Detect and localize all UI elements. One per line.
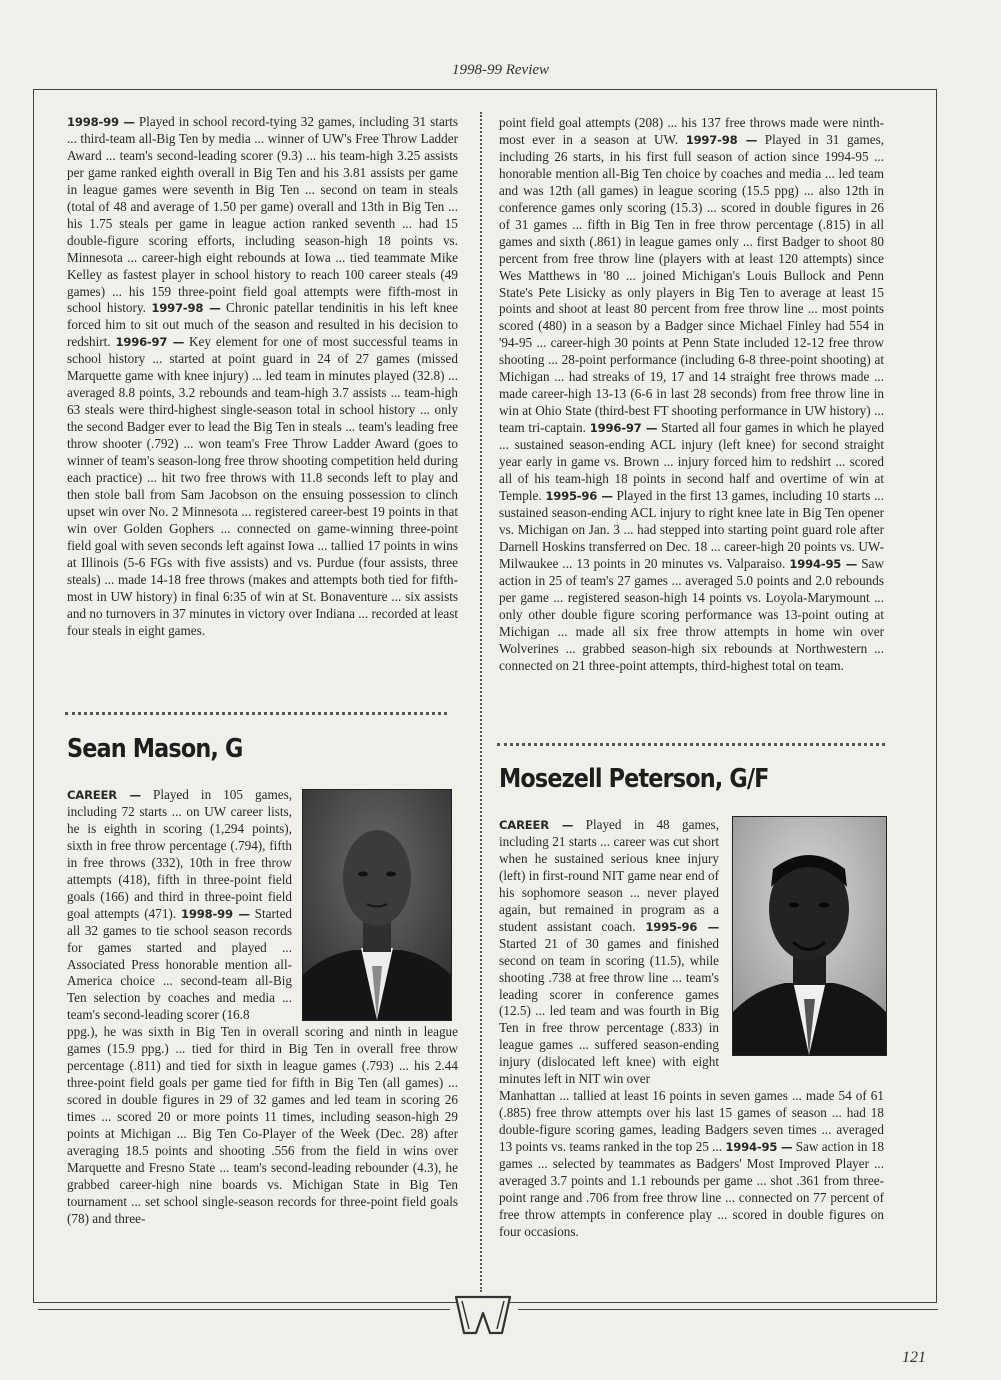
season-label: CAREER — (67, 788, 141, 802)
season-label: 1998-99 — (67, 115, 135, 129)
season-label: 1997-98 — (151, 301, 221, 316)
player-name-mosezell-peterson: Mosezell Peterson, G/F (499, 764, 769, 794)
season-text: Played in 48 games, including 21 starts ... career was cut short when he sustained serious knee injury (left) in first-round NIT game near end of his sophomore season ... never played again, but remained in program as a student assistant coach. (499, 817, 719, 934)
season-label: 1998-99 — (181, 906, 250, 921)
season-label: 1994-95 — (789, 556, 858, 571)
paragraph (499, 115, 884, 674)
season-text: Chronic patellar tendinitis in his left knee forced him to sit out much of the season and resulted in his decision to redshirt. (67, 300, 458, 350)
season-label: 1997-98 — (685, 132, 758, 147)
sean-mason-bio (67, 787, 458, 1228)
wisconsin-motion-w-logo (452, 1289, 514, 1339)
season-text: Played in the first 13 games, including 10 starts ... sustained season-ending ACL injury to right knee late in Big Ten opener vs. Michigan on Jan. 3 ... had stepped into starting point guard role after Darnell Hoskins transferred on Dec. 18 ... career-high 20 points vs. UW-Milwaukee ... 13 points in 20 minutes vs. Valparaiso. (499, 487, 884, 571)
season-label: 1994-95 — (725, 1140, 793, 1155)
player-name-sean-mason: Sean Mason, G (67, 734, 243, 764)
column-divider (480, 112, 482, 1292)
season-text: Started all four games in which he played ... sustained season-ending ACL injury (left knee) for second straight year early in game vs. Brown ... injury forced him to redshirt ... scored all of his team-high 18 points in second half and overtime of win at Temple. (499, 420, 885, 503)
season-text: Played in 31 games, including 26 starts, in his first full season of action since 1994-95 ... honorable mention all-Big Ten choice by coaches and media ... led team and was 12th (all games) in league scoring (15.5 ppg) ... also 12th in conference games only scoring (15.3) ... scored in double figures in 26 of 31 games ... fifth in Big Ten in free throw percentage (.815) in all games and sixth (.861) in league games only ... first Badger to shoot 80 percent from free throw line (players with at least 120 attempts) since Wes Matthews in '80 ... joined Michigan's Louis Bullock and Penn State's Pete Lisicky as only players in Big Ten to average at least 15 points and shoot at least 80 percent from free throw line ... most points scored (480) in a season by a Badger since Michael Finley had 554 in '94-95 ... career-high 30 points at Penn State included 12-12 free throw shooting ... 28-point performance (including 6-8 three-point shooting) at Michigan ... had streaks of 19, 17 and 14 straight free throws made ... made career-high 13-13 (6-6 in last 28 seconds) from free throw line in win at Ohio State (third-best FT shooting performance in UW history) ... team tri-captain. (499, 131, 885, 436)
season-text: Key element for one of most successful teams in school history ... started at point guard in 24 of 27 games (missed Marquette game with knee injury) ... led team in minutes played (32.8) ... averaged 8.8 points, 3.2 rebounds and team-high 3.7 assists ... team-high 63 steals were third-highest single-season total in school history ... only the second Badger ever to lead the Big Ten in steals ... team's leading free throw shooter (.792) ... won team's Free Throw Ladder Award (goes to winner of team's season-long free throw shooting competition held during each practice) ... hit two free throws with 11.8 seconds left to play and then stole ball from Sam Jacobson on the ensuing possession to clinch upset win over No. 2 Minnesota ... registered career-best 19 points in that win over Golden Gophers ... connected on game-winning three-point field goal with seven seconds left against Iowa ... tallied 17 points in wins at Illinois (5-6 FGs with five assists) and vs. Purdue (four assists, three steals) ... made 14-18 free throws (makes and attempts both tied for fifth-most in UW history) in final 6:35 of win at St. Bonaventure ... six assists and no turnovers in 37 minutes in victory over Indiana ... recorded at least four steals in eight games. (67, 334, 458, 638)
right-column-intro (499, 115, 884, 674)
season-text: point field goal attempts (208) ... his 137 free throws made were ninth-most ever in a season at UW. (499, 115, 884, 147)
paragraph: ppg.), he was sixth in Big Ten in overall scoring and ninth in league games (15.9 ppg.) ... tied for third in Big Ten in overall free throw percentage (.811) and tied for sixth in league games (.793) ... his 2.44 three-point field goals per game tied for fifth in Big Ten (all games) ... scored in double figures in 29 of 32 games and led team in scoring 26 times ... scored 20 or more points 11 times, including season-high 29 points at Michigan ... Big Ten Co-Player of the Week (Dec. 28) after averaging 18.5 points and shooting .556 from the field in wins over Marquette and Fresno State ... team's second-leading rebounder (4.3), he grabbed career-high nine boards vs. Michigan State in Big Ten tournament ... set school single-season records for three-point field goals (78) and three- (67, 1024, 458, 1226)
section-separator (65, 712, 447, 715)
season-text: Played in 105 games, including 72 starts ... on UW career lists, he is eighth in scoring (1,294 points), sixth in free throw percentage (.794), fifth in free throws (332), 10th in free throw attempts (418), fifth in three-point field goals (166) and third in three-point field goal attempts (471). (67, 787, 292, 921)
paragraph (499, 1088, 884, 1241)
season-label: 1995-96 — (545, 488, 613, 503)
season-text: Started all 32 games to tie school season records for games started and played ... Associated Press honorable mention all-America choice ... second-team all-Big Ten selection by coaches and media ... team's second-leading scorer (16.8 (67, 905, 293, 1023)
season-text: Started 21 of 30 games and finished second on team in scoring (11.5), while shooting .738 at free throw line ... team's leading scorer in conference games (12.5) ... led team and was fourth in Big Ten in free throw percentage (.833) in league games ... suffered season-ending injury (dislocated left knee) with eight minutes left in NIT win over (499, 935, 719, 1087)
running-title: 1998-99 Review (451, 62, 550, 78)
footer-rule (38, 1309, 450, 1310)
paragraph (67, 787, 292, 1024)
season-label: CAREER — (499, 818, 574, 832)
season-label: 1996-97 — (115, 335, 185, 350)
page-number: 121 (902, 1349, 926, 1366)
season-text: Manhattan ... tallied at least 16 points in seven games ... made 54 of 61 (.885) free throw attempts over his last 15 games of season ... had 18 double-figure scoring games, leading Badgers seven times ... averaged 13 points vs. teams ranked in the top 25 ... (499, 1088, 884, 1155)
mosezell-peterson-bio (499, 817, 884, 1241)
paragraph (67, 114, 458, 640)
left-column-intro (67, 114, 458, 640)
season-label: 1996-97 — (589, 421, 658, 436)
season-text: Saw action in 25 of team's 27 games ... averaged 5.0 points and 2.0 rebounds per game ... registered season-high 14 points vs. Loyola-Marymount ... only other double figure scoring performance was 13-point outing at Michigan ... made all six free throw attempts in home win over Wolverines ... grabbed season-high six rebounds at Northwestern ... connected on 21 three-point attempts, third-highest total on team. (499, 555, 884, 673)
section-separator (497, 743, 885, 746)
season-text: Saw action in 18 games ... selected by teammates as Badgers' Most Improved Player ... averaged 3.7 points and 1.1 rebounds per game ... shot .361 from three-point range and .706 from free throw line ... connected on 77 percent of free throw attempts in conference play ... scored in double figures on four occasions. (499, 1139, 884, 1239)
season-text: Played in school record-tying 32 games, including 31 starts ... third-team all-Big Ten by media ... winner of UW's Free Throw Ladder Award ... team's second-leading scorer (9.3) ... his team-high 3.25 assists per game ranked eighth overall in Big Ten and his 3.81 assists per game in league games were seventh in Big Ten ... second on team in steals (total of 48 and average of 1.50 per game) overall and 13th in Big Ten ... his 1.75 steals per game in league action ranked seventh ... had 15 double-figure scoring efforts, including season-high 18 points vs. Minnesota ... career-high eight rebounds at Iowa ... tied teammate Mike Kelley as fastest player in school history to reach 100 career steals (49 games) ... his 159 three-point field goal attempts were fifth-most in school history. (67, 114, 458, 316)
paragraph (499, 817, 719, 1088)
season-label: 1995-96 — (645, 919, 720, 934)
footer-rule (518, 1309, 938, 1310)
